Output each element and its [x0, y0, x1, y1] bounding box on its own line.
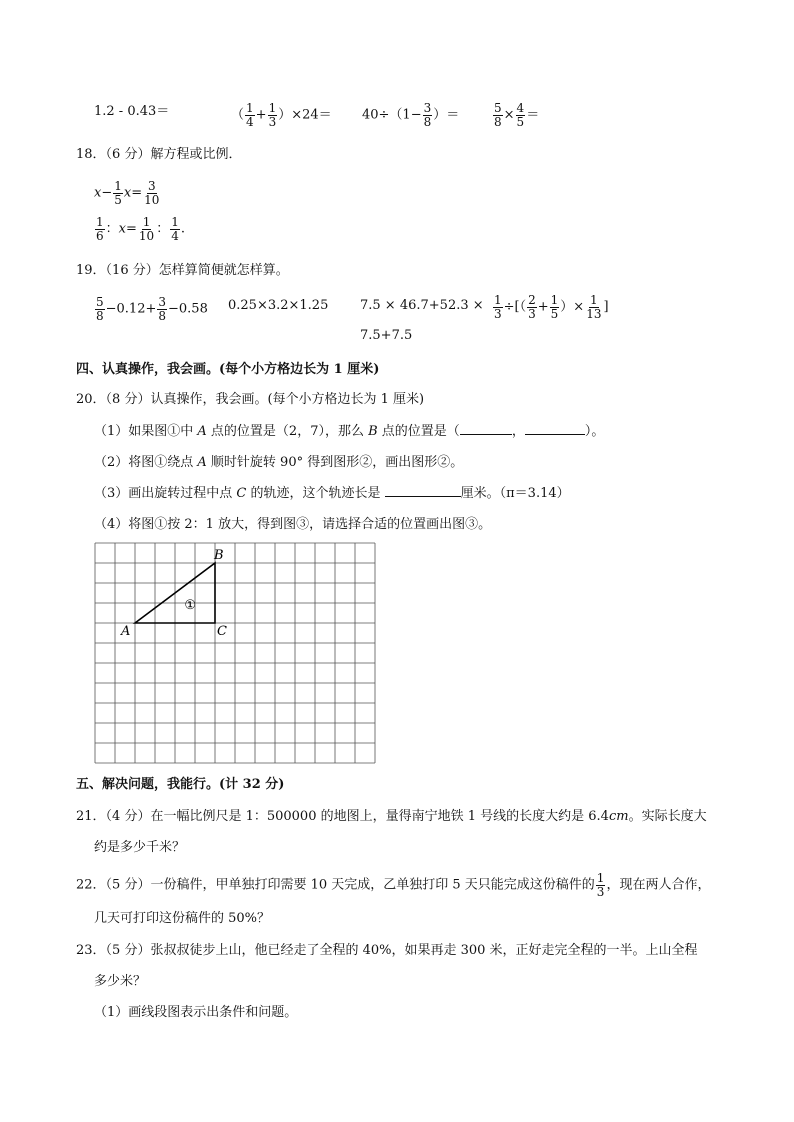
times-sign: × — [503, 107, 515, 123]
fraction: $\frac{5}{8}$ — [96, 295, 104, 323]
fraction: $\frac{3}{8}$ — [423, 101, 432, 129]
plus-sign: + — [255, 107, 267, 123]
q22-line-1: 22．（5 分）一份稿件，甲单独打印需要 10 天完成，乙单独打印 5 天只能完成这份稿件的 $\frac{1}{3}$ ，现在两人合作， — [76, 871, 711, 899]
q20-title: 20．（8 分）认真操作，我会画。(每个小方格边长为 1 厘米) — [76, 392, 425, 407]
q18-equation-2: $\frac{1}{6}$ ：x= $\frac{1}{10}$ ： $\frac{1}{4}$ . — [96, 215, 185, 243]
fraction: $\frac{1}{13}$ — [586, 293, 602, 321]
calc-expr-2 — [231, 102, 332, 128]
calc-expr-4 — [492, 102, 539, 128]
q21-line-1: 21．（4 分）在一幅比例尺是 1：500000 的地图上，量得南宁地铁 1 号线的长度大约是 6.4cm。实际长度大 — [76, 809, 707, 824]
q19-problem-1: $\frac{5}{8}$ −0.12+ $\frac{3}{8}$ −0.58 — [96, 295, 208, 323]
q19-problem-4: $\frac{1}{3}$ ÷[（ $\frac{2}{3}$ + $\frac{1}{5}$ ）× $\frac{1}{13}$ ] — [494, 293, 609, 321]
q20-sub-3: （3）画出旋转过程中点 C 的轨迹，这个轨迹长是 厘米。（π＝3.14） — [94, 486, 570, 501]
q23-sub-1: （1）画线段图表示出条件和问题。 — [94, 1005, 298, 1020]
point-label-b: B — [214, 548, 224, 563]
q21-line-2: 约是多少千米？ — [94, 840, 186, 855]
calc-expr-3 — [362, 102, 459, 128]
q22-line-2: 几天可打印这份稿件的 50%？ — [94, 911, 271, 926]
fraction: $\frac{2}{3}$ — [528, 293, 536, 321]
q23-line-1: 23．（5 分）张叔叔徒步上山，他已经走了全程的 40%，如果再走 300 米，正好走完全程的一半。上山全程 — [76, 943, 698, 958]
fraction: $\frac{1}{5}$ — [114, 179, 122, 207]
point-label-a: A — [121, 624, 131, 639]
q18-title: 18．（6 分）解方程或比例． — [76, 147, 242, 162]
answer-blank[interactable] — [385, 496, 461, 497]
answer-blank[interactable] — [460, 434, 512, 435]
q18-equation-1: x− $\frac{1}{5}$ x= $\frac{3}{10}$ — [94, 179, 160, 207]
section-5-heading: 五、解决问题，我能行。(计 32 分) — [76, 777, 285, 792]
fraction: $\frac{1}{4}$ — [171, 215, 179, 243]
fraction: $\frac{4}{5}$ — [516, 101, 525, 129]
open-paren: （ — [231, 107, 245, 123]
fraction: $\frac{1}{5}$ — [550, 293, 559, 321]
fraction: $\frac{1}{3}$ — [494, 293, 502, 321]
calc-expr-1: 1.2 - 0.43＝ — [94, 104, 170, 119]
q23-line-2: 多少米？ — [94, 974, 147, 989]
fraction: $\frac{1}{4}$ — [246, 101, 254, 129]
expr-tail: ）×24＝ — [278, 107, 332, 123]
q19-problem-3-bottom: 7.5+7.5 — [360, 328, 413, 343]
fraction: $\frac{3}{10}$ — [144, 179, 160, 207]
equals-sign: ＝ — [526, 107, 540, 123]
fraction: $\frac{1}{6}$ — [96, 215, 104, 243]
q20-sub-2: （2）将图①绕点 A 顺时针旋转 90° 得到图形②，画出图形②。 — [94, 455, 464, 470]
expr-tail: ）＝ — [433, 107, 460, 123]
q19-title: 19．（16 分）怎样算简便就怎样算。 — [76, 263, 289, 278]
expr-head: 40÷（1− — [362, 107, 422, 123]
answer-blank[interactable] — [525, 434, 585, 435]
section-4-heading: 四、认真操作，我会画。(每个小方格边长为 1 厘米) — [76, 362, 380, 377]
fraction: $\frac{3}{8}$ — [158, 295, 167, 323]
grid-lines — [95, 543, 375, 763]
figure-number-1: ① — [184, 598, 196, 613]
grid-figure — [94, 542, 378, 768]
q19-problem-3-top: 7.5 × 46.7+52.3 × — [360, 298, 484, 313]
q20-sub-4: （4）将图①按 2：1 放大，得到图③，请选择合适的位置画出图③。 — [94, 517, 492, 532]
point-label-c: C — [217, 624, 227, 639]
fraction: $\frac{1}{10}$ — [138, 215, 155, 243]
q20-sub-1: （1）如果图①中 A 点的位置是（2，7），那么 B 点的位置是（ ， ）。 — [94, 424, 605, 439]
fraction: $\frac{1}{3}$ — [268, 101, 277, 129]
fraction: $\frac{5}{8}$ — [494, 101, 502, 129]
q19-problem-2: 0.25×3.2×1.25 — [228, 298, 329, 313]
fraction: $\frac{1}{3}$ — [596, 871, 605, 899]
